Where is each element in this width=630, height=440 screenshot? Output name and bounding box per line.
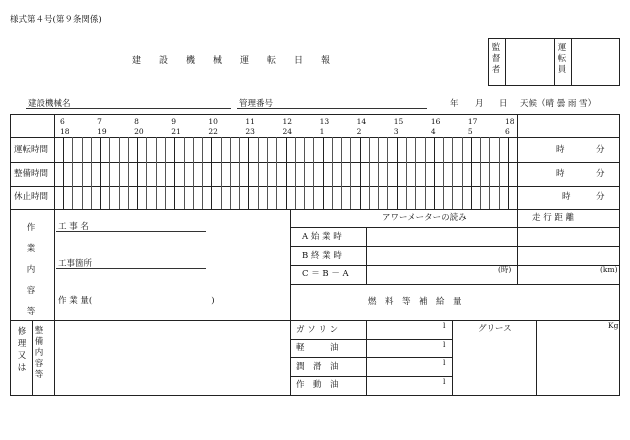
time-grid-line xyxy=(378,137,379,209)
control-number-label: 管理番号 xyxy=(239,99,274,109)
idle-hour-unit: 時 xyxy=(562,192,571,202)
grease-unit: Kg xyxy=(608,321,619,330)
meter-start-label: A 始 業 時 xyxy=(302,232,342,242)
travel-distance-input-area[interactable] xyxy=(518,228,619,283)
gasoline-label: ガ ソ リ ン xyxy=(296,325,339,335)
time-grid-line xyxy=(360,137,361,209)
meter-end-label: B 終 業 時 xyxy=(302,251,342,261)
time-grid-line xyxy=(91,137,92,209)
supervisor-label: 監督者 xyxy=(491,43,501,75)
hour-label-bottom: 5 xyxy=(467,127,473,136)
time-grid-line xyxy=(508,137,509,209)
hour-label-top: 16 xyxy=(430,117,441,126)
weather-label: 天候（晴 曇 雨 雪） xyxy=(520,99,597,109)
time-grid-line xyxy=(443,137,444,209)
time-grid-line xyxy=(137,137,138,209)
time-grid-line xyxy=(248,137,249,209)
hour-label-bottom: 4 xyxy=(430,127,436,136)
time-grid-line xyxy=(462,137,463,209)
time-grid-line xyxy=(350,137,351,209)
time-grid-line xyxy=(295,137,296,209)
hour-meter-header: アワーメーターの読み xyxy=(382,213,467,223)
time-grid-line xyxy=(332,137,333,209)
meter-diff-label: C ＝ B － A xyxy=(302,269,349,279)
grease-amount-field[interactable] xyxy=(537,321,619,395)
time-grid-line xyxy=(286,137,287,209)
hour-label-bottom: 2 xyxy=(356,127,362,136)
repair-label: 修理又は xyxy=(17,327,27,373)
time-grid-line xyxy=(387,137,388,209)
time-grid-line xyxy=(211,137,212,209)
operating-minute-unit: 分 xyxy=(596,145,605,155)
hour-label-bottom: 18 xyxy=(60,127,70,136)
travel-distance-header: 走 行 距 離 xyxy=(532,213,575,223)
hydraulic-oil-unit: l xyxy=(443,377,446,386)
operator-label: 運転員 xyxy=(557,43,567,75)
hour-label-bottom: 24 xyxy=(282,127,293,136)
time-grid-line xyxy=(489,137,490,209)
operating-hour-unit: 時 xyxy=(556,145,565,155)
hour-label-bottom: 6 xyxy=(505,127,510,136)
operating-time-label: 運転時間 xyxy=(14,145,49,155)
time-grid-line xyxy=(184,137,185,209)
hour-label-top: 14 xyxy=(356,117,367,126)
time-grid-line xyxy=(499,137,500,209)
hour-label-top: 12 xyxy=(282,117,293,126)
time-grid-line xyxy=(471,137,472,209)
time-grid-line xyxy=(397,137,398,209)
time-grid-line xyxy=(452,137,453,209)
maintenance-minute-unit: 分 xyxy=(596,169,605,179)
project-name-field[interactable] xyxy=(56,231,206,232)
time-grid-line xyxy=(128,137,129,209)
hour-label-bottom: 21 xyxy=(171,127,181,136)
hour-label-top: 17 xyxy=(467,117,478,126)
gasoline-unit: l xyxy=(443,321,446,330)
time-grid-line xyxy=(165,137,166,209)
hour-meter-input-area[interactable] xyxy=(367,228,516,283)
time-grid-line xyxy=(258,137,259,209)
time-grid-line xyxy=(434,137,435,209)
time-grid-line xyxy=(221,137,222,209)
time-grid-line xyxy=(323,137,324,209)
project-location-label: 工事箇所 xyxy=(58,259,93,269)
hydraulic-oil-label: 作 動 油 xyxy=(296,380,339,390)
repair-content-field[interactable] xyxy=(55,321,289,395)
machine-name-label: 建設機械名 xyxy=(28,99,71,109)
hour-label-bottom: 19 xyxy=(97,127,107,136)
time-grid-line xyxy=(415,137,416,209)
time-grid-line xyxy=(239,137,240,209)
lubricant-unit: l xyxy=(443,358,446,367)
grease-label: グリース xyxy=(478,324,512,334)
hour-label-top: 6 xyxy=(60,117,65,126)
hour-label-top: 18 xyxy=(505,117,515,126)
control-number-field[interactable] xyxy=(237,108,427,109)
fuel-amount-fields[interactable] xyxy=(367,321,451,395)
hour-unit-label: (時) xyxy=(498,265,512,274)
time-grid-line xyxy=(341,137,342,209)
time-grid-line xyxy=(146,137,147,209)
hour-label-bottom: 3 xyxy=(393,127,399,136)
time-grid-line xyxy=(202,137,203,209)
lubricant-label: 潤 滑 油 xyxy=(296,362,339,372)
hour-label-bottom: 1 xyxy=(319,127,325,136)
time-grid-line xyxy=(425,137,426,209)
year-label: 年 xyxy=(450,99,459,109)
time-grid-line xyxy=(369,137,370,209)
time-grid-line xyxy=(174,137,175,209)
time-grid-line xyxy=(230,137,231,209)
fuel-supply-header: 燃 料 等 補 給 量 xyxy=(368,297,462,307)
idle-time-label: 休止時間 xyxy=(14,192,49,202)
work-amount-label[interactable]: 作 業 量( ) xyxy=(58,296,215,306)
time-grid-line xyxy=(72,137,73,209)
maintenance-content-label: 整備内容等 xyxy=(34,326,44,380)
hour-label-top: 9 xyxy=(171,117,177,126)
form-number-label: 様式第４号(第９条関係) xyxy=(10,15,102,25)
hour-label-top: 13 xyxy=(319,117,330,126)
month-label: 月 xyxy=(475,99,484,109)
idle-minute-unit: 分 xyxy=(596,192,605,202)
machine-name-field[interactable] xyxy=(26,108,231,109)
time-grid-line xyxy=(156,137,157,209)
time-grid-line xyxy=(82,137,83,209)
time-grid-line xyxy=(276,137,277,209)
work-content-label: 作業内容等 xyxy=(26,223,36,317)
km-unit-label: (km) xyxy=(600,265,618,274)
time-grid-line xyxy=(406,137,407,209)
diesel-unit: l xyxy=(443,340,446,349)
time-grid-line xyxy=(304,137,305,209)
diesel-label: 軽 油 xyxy=(296,343,339,353)
supervisor-signature-field[interactable] xyxy=(506,39,553,85)
time-grid-line xyxy=(63,137,64,209)
time-grid-line xyxy=(109,137,110,209)
page-title: 建 設 機 械 運 転 日 報 xyxy=(132,56,331,66)
maintenance-hour-unit: 時 xyxy=(556,169,565,179)
operator-signature-field[interactable] xyxy=(572,39,619,85)
time-grid-line xyxy=(313,137,314,209)
hour-label-top: 15 xyxy=(393,117,404,126)
hour-label-top: 7 xyxy=(97,117,102,126)
hour-label-top: 8 xyxy=(134,117,139,126)
time-grid-line xyxy=(267,137,268,209)
day-label: 日 xyxy=(499,99,508,109)
time-grid-line xyxy=(480,137,481,209)
project-name-label: 工 事 名 xyxy=(58,222,89,232)
project-location-field[interactable] xyxy=(56,268,206,269)
maintenance-time-label: 整備時間 xyxy=(14,169,49,179)
hour-label-bottom: 20 xyxy=(134,127,144,136)
hour-label-bottom: 22 xyxy=(208,127,218,136)
time-grid-line xyxy=(119,137,120,209)
hour-label-top: 11 xyxy=(245,117,255,126)
hour-label-bottom: 23 xyxy=(245,127,255,136)
time-grid-line xyxy=(100,137,101,209)
hour-label-top: 10 xyxy=(208,117,218,126)
time-grid-line xyxy=(193,137,194,209)
